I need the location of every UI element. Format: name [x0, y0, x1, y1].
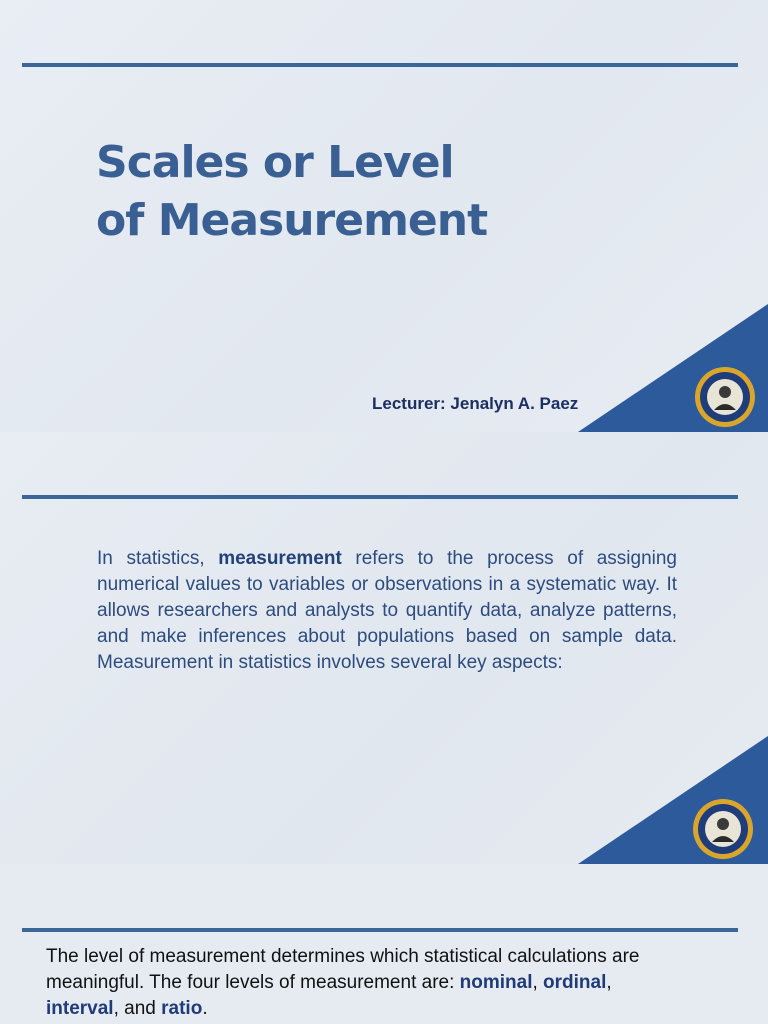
level-nominal: nominal — [459, 972, 533, 993]
measurement-definition — [97, 546, 677, 676]
bold-term: measurement — [218, 548, 342, 569]
separator: , — [606, 972, 612, 993]
levels-intro: The level of measurement determines which statistical calculations are meaningful. The four levels of measurement are: — [46, 946, 640, 993]
intro-text: In statistics, — [97, 548, 205, 569]
levels-slide — [0, 864, 768, 1024]
top-divider — [22, 495, 738, 499]
separator: , — [532, 972, 544, 993]
title-line-2: of Measurement — [96, 195, 488, 246]
university-seal-icon — [694, 366, 756, 428]
title-line-1: Scales or Level — [96, 137, 454, 188]
top-divider — [22, 63, 738, 67]
separator: , and — [113, 998, 162, 1019]
lecturer-name: Lecturer: Jenalyn A. Paez — [372, 394, 579, 413]
level-ordinal: ordinal — [543, 972, 607, 993]
university-seal-icon — [692, 798, 754, 860]
level-interval: interval — [46, 998, 114, 1019]
period: . — [202, 998, 208, 1019]
slide-title — [96, 134, 487, 250]
level-ratio: ratio — [161, 998, 203, 1019]
levels-text — [46, 944, 736, 1022]
title-slide — [0, 0, 768, 432]
definition-slide — [0, 432, 768, 864]
top-divider — [22, 928, 738, 932]
definition-text: refers to the process of assigning numerical values to variables or observations in a systematic way. It allows researchers and analysts to quantify data, analyze patterns, and make inferences about populations based on sample data. Measurement in statistics involves several key aspects: — [97, 548, 677, 673]
